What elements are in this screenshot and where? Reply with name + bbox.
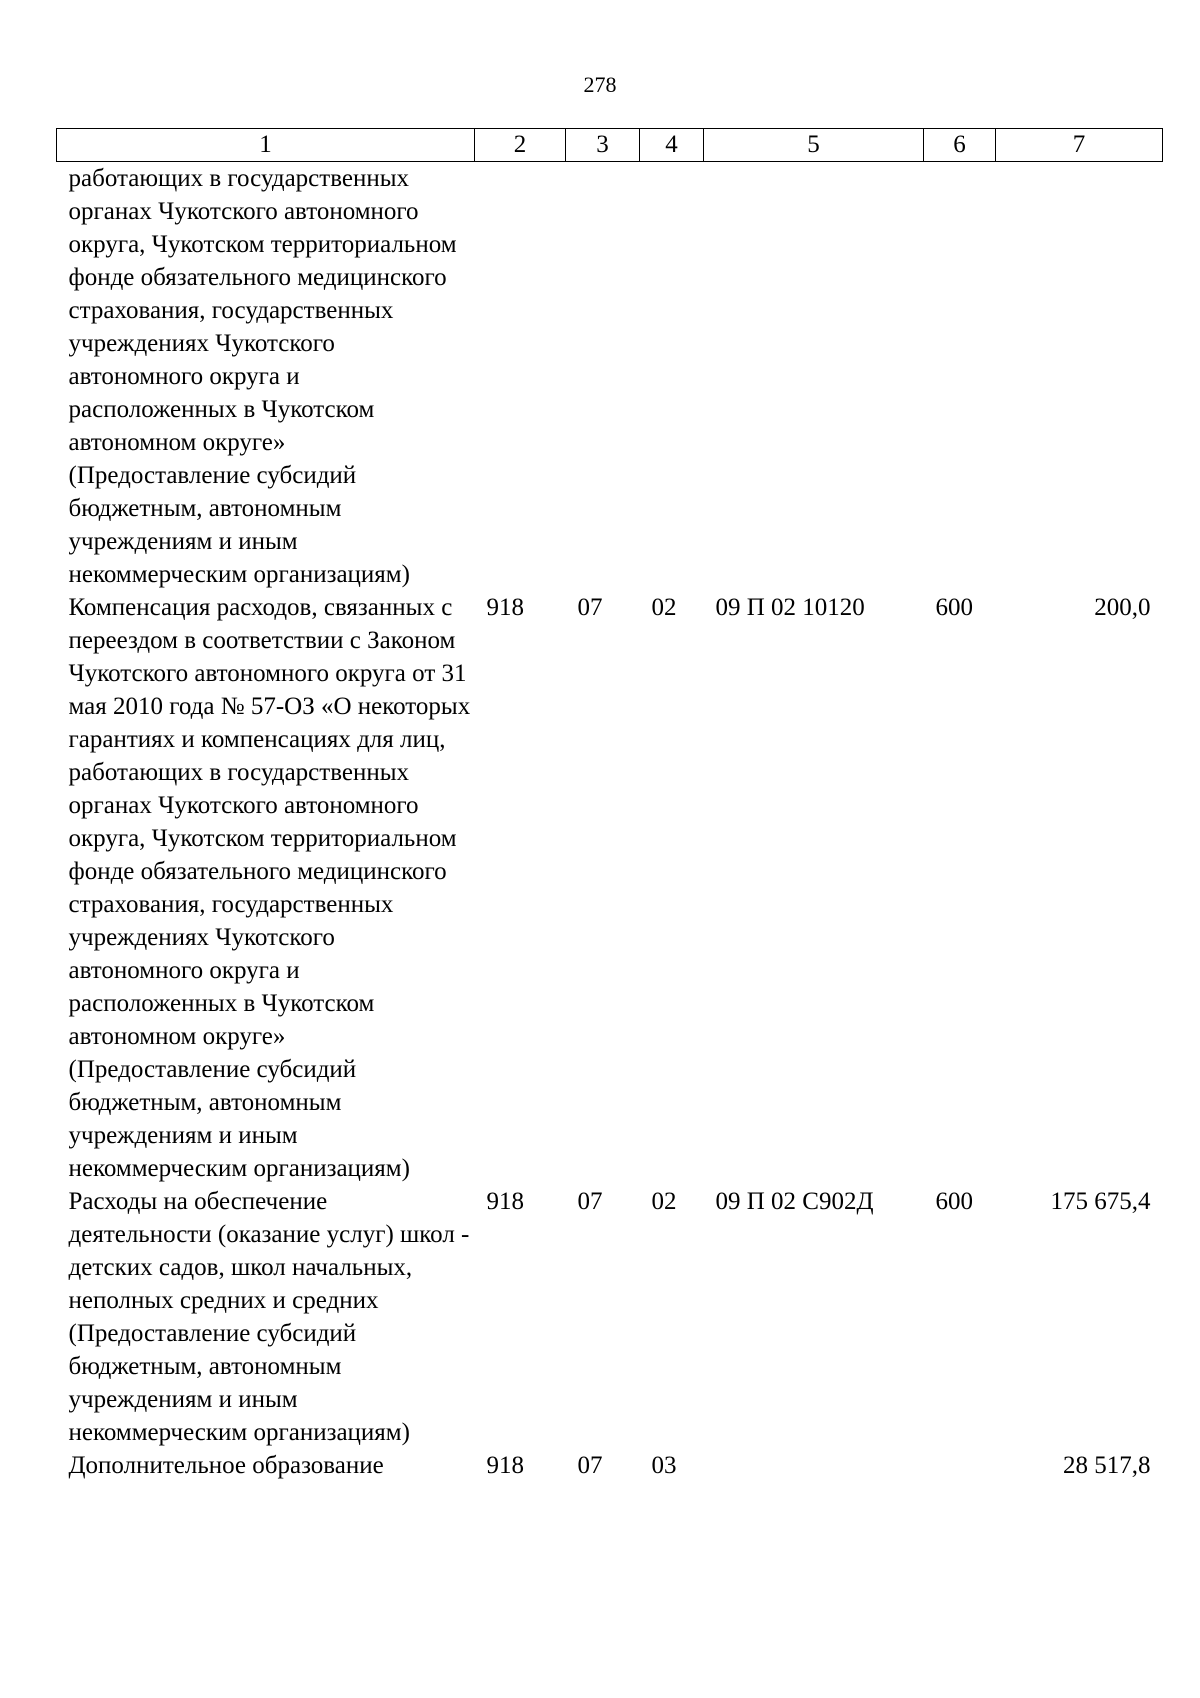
row-subsection-code: 02 [651,594,677,621]
header-col-4: 4 [640,129,704,162]
row-expense-type: 600 [935,594,973,621]
header-col-2: 2 [475,129,566,162]
row-amount: 28 517,8 [1063,1452,1151,1479]
header-col-5: 5 [704,129,924,162]
table-row [57,591,1163,1185]
table-row [57,1449,1163,1482]
row-subsection-code [640,162,704,592]
row-section-code: 07 [577,1188,603,1215]
row-name: Дополнительное образование [68,1452,384,1479]
row-ministry-code [475,162,566,592]
row-section-code: 07 [577,1452,603,1479]
row-amount: 175 675,4 [1050,1188,1151,1215]
row-ministry-code: 918 [486,1188,524,1215]
row-expense-type: 600 [935,1188,973,1215]
budget-table [56,128,1163,1482]
row-amount: 200,0 [1094,594,1151,621]
row-subsection-code: 03 [651,1452,677,1479]
row-subsection-code: 02 [651,1188,677,1215]
row-section-code: 07 [577,594,603,621]
row-amount [996,162,1163,592]
row-name: Расходы на обеспечение деятельности (оказание услуг) школ - детских садов, школ начальных, неполных средних и средних (Предоставление субсидий бюджетным, автономным учреждениям и иным некоммерческим организациям) [68,1188,470,1446]
row-ministry-code: 918 [486,1452,524,1479]
row-expense-type [924,1449,996,1482]
row-section-code [566,162,640,592]
table-row [57,162,1163,592]
row-target-article [704,1449,924,1482]
row-ministry-code: 918 [486,594,524,621]
row-target-article [704,162,924,592]
header-col-3: 3 [566,129,640,162]
row-target-article: 09 П 02 С902Д [715,1188,874,1215]
header-row [57,129,1163,162]
table-body [57,162,1163,1483]
row-target-article: 09 П 02 10120 [715,594,865,621]
table-header [57,129,1163,162]
row-name: работающих в государственных органах Чукотского автономного округа, Чукотском территориальном фонде обязательного медицинского страхования, государственных учреждениях Чукотского автономного округа и расположенных в Чукотском автономном округе» (Предоставление субсидий бюджетным, автономным учреждениям и иным некоммерческим организациям) [68,165,457,588]
row-name: Компенсация расходов, связанных с переездом в соответствии с Законом Чукотского автономного округа от 31 мая 2010 года № 57-ОЗ «О некоторых гарантиях и компенсациях для лиц, работающих в государственных органах Чукотского автономного округа, Чукотском территориальном фонде обязательного медицинского страхования, государственных учреждениях Чукотского автономного округа и расположенных в Чукотском автономном округе» (Предоставление субсидий бюджетным, автономным учреждениям и иным некоммерческим организациям) [68,594,471,1182]
header-col-1: 1 [57,129,475,162]
header-col-7: 7 [996,129,1163,162]
page-number: 278 [583,72,617,97]
table-row [57,1185,1163,1449]
row-expense-type [924,162,996,592]
header-col-6: 6 [924,129,996,162]
